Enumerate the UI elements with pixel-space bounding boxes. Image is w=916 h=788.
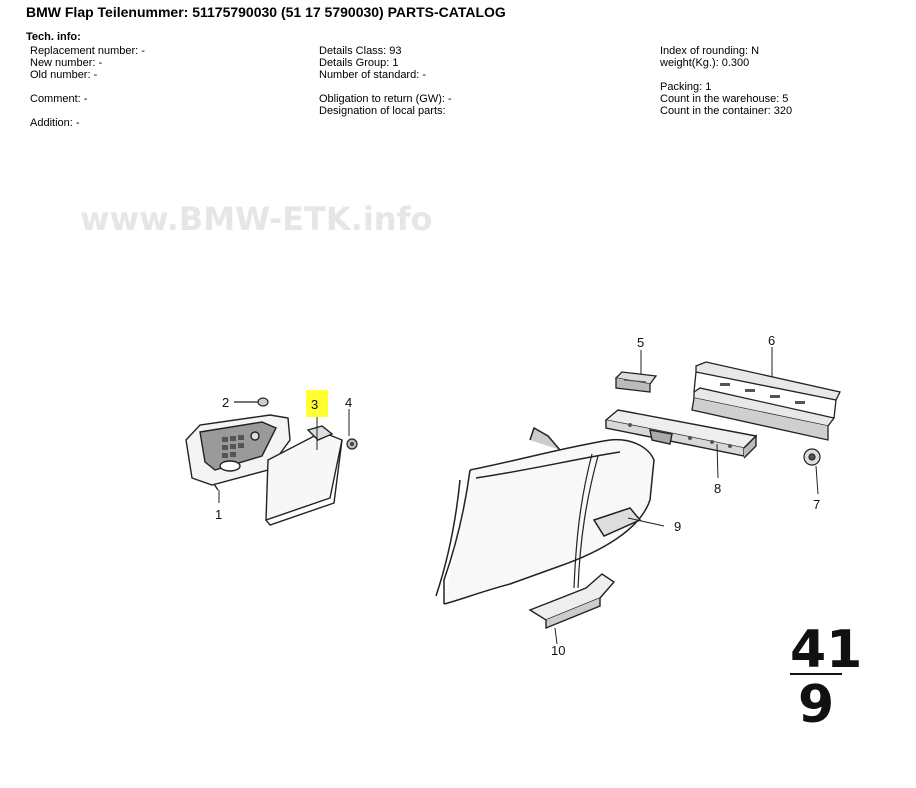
comment: Comment: - — [30, 93, 88, 105]
packing: Packing: 1 — [660, 81, 712, 93]
watermark-text: www.BMW-ETK.info — [80, 200, 433, 238]
replacement-number: Replacement number: - — [30, 45, 145, 57]
part-2-screw — [234, 398, 268, 406]
page-number-bottom: 9 — [798, 675, 835, 735]
callout-7[interactable]: 7 — [813, 497, 821, 512]
page-number-top: 41 — [790, 620, 863, 680]
part-5-bracket — [616, 350, 656, 392]
details-class: Details Class: 93 — [319, 45, 402, 57]
number-of-standard: Number of standard: - — [319, 69, 426, 81]
part-7-clip — [804, 449, 820, 494]
part-9-fender-panel — [436, 428, 664, 604]
old-number: Old number: - — [30, 69, 98, 81]
callout-10[interactable]: 10 — [551, 643, 566, 658]
callout-5[interactable]: 5 — [637, 335, 645, 350]
obligation-to-return: Obligation to return (GW): - — [319, 93, 452, 105]
addition: Addition: - — [30, 117, 80, 129]
count-in-container: Count in the container: 320 — [660, 105, 793, 117]
designation-local-parts: Designation of local parts: — [319, 105, 446, 117]
details-group: Details Group: 1 — [319, 57, 399, 69]
weight: weight(Kg.): 0.300 — [660, 57, 750, 69]
callout-2[interactable]: 2 — [222, 395, 230, 410]
new-number: New number: - — [30, 57, 103, 69]
page-title: BMW Flap Teilenummer: 51175790030 (51 17 5790030) PARTS-CATALOG — [26, 4, 506, 20]
count-in-warehouse: Count in the warehouse: 5 — [660, 93, 789, 105]
part-6-reinforcement — [692, 347, 840, 440]
index-of-rounding: Index of rounding: N — [660, 45, 760, 57]
part-10-sill-channel — [530, 574, 614, 644]
tech-info-heading: Tech. info: — [26, 31, 81, 43]
callout-3[interactable]: 3 — [311, 397, 319, 412]
callout-8[interactable]: 8 — [714, 481, 722, 496]
callout-6[interactable]: 6 — [768, 333, 776, 348]
part-4-clip-nut — [347, 409, 357, 449]
callout-4[interactable]: 4 — [345, 395, 353, 410]
callout-9[interactable]: 9 — [674, 519, 682, 534]
callout-1[interactable]: 1 — [215, 507, 223, 522]
